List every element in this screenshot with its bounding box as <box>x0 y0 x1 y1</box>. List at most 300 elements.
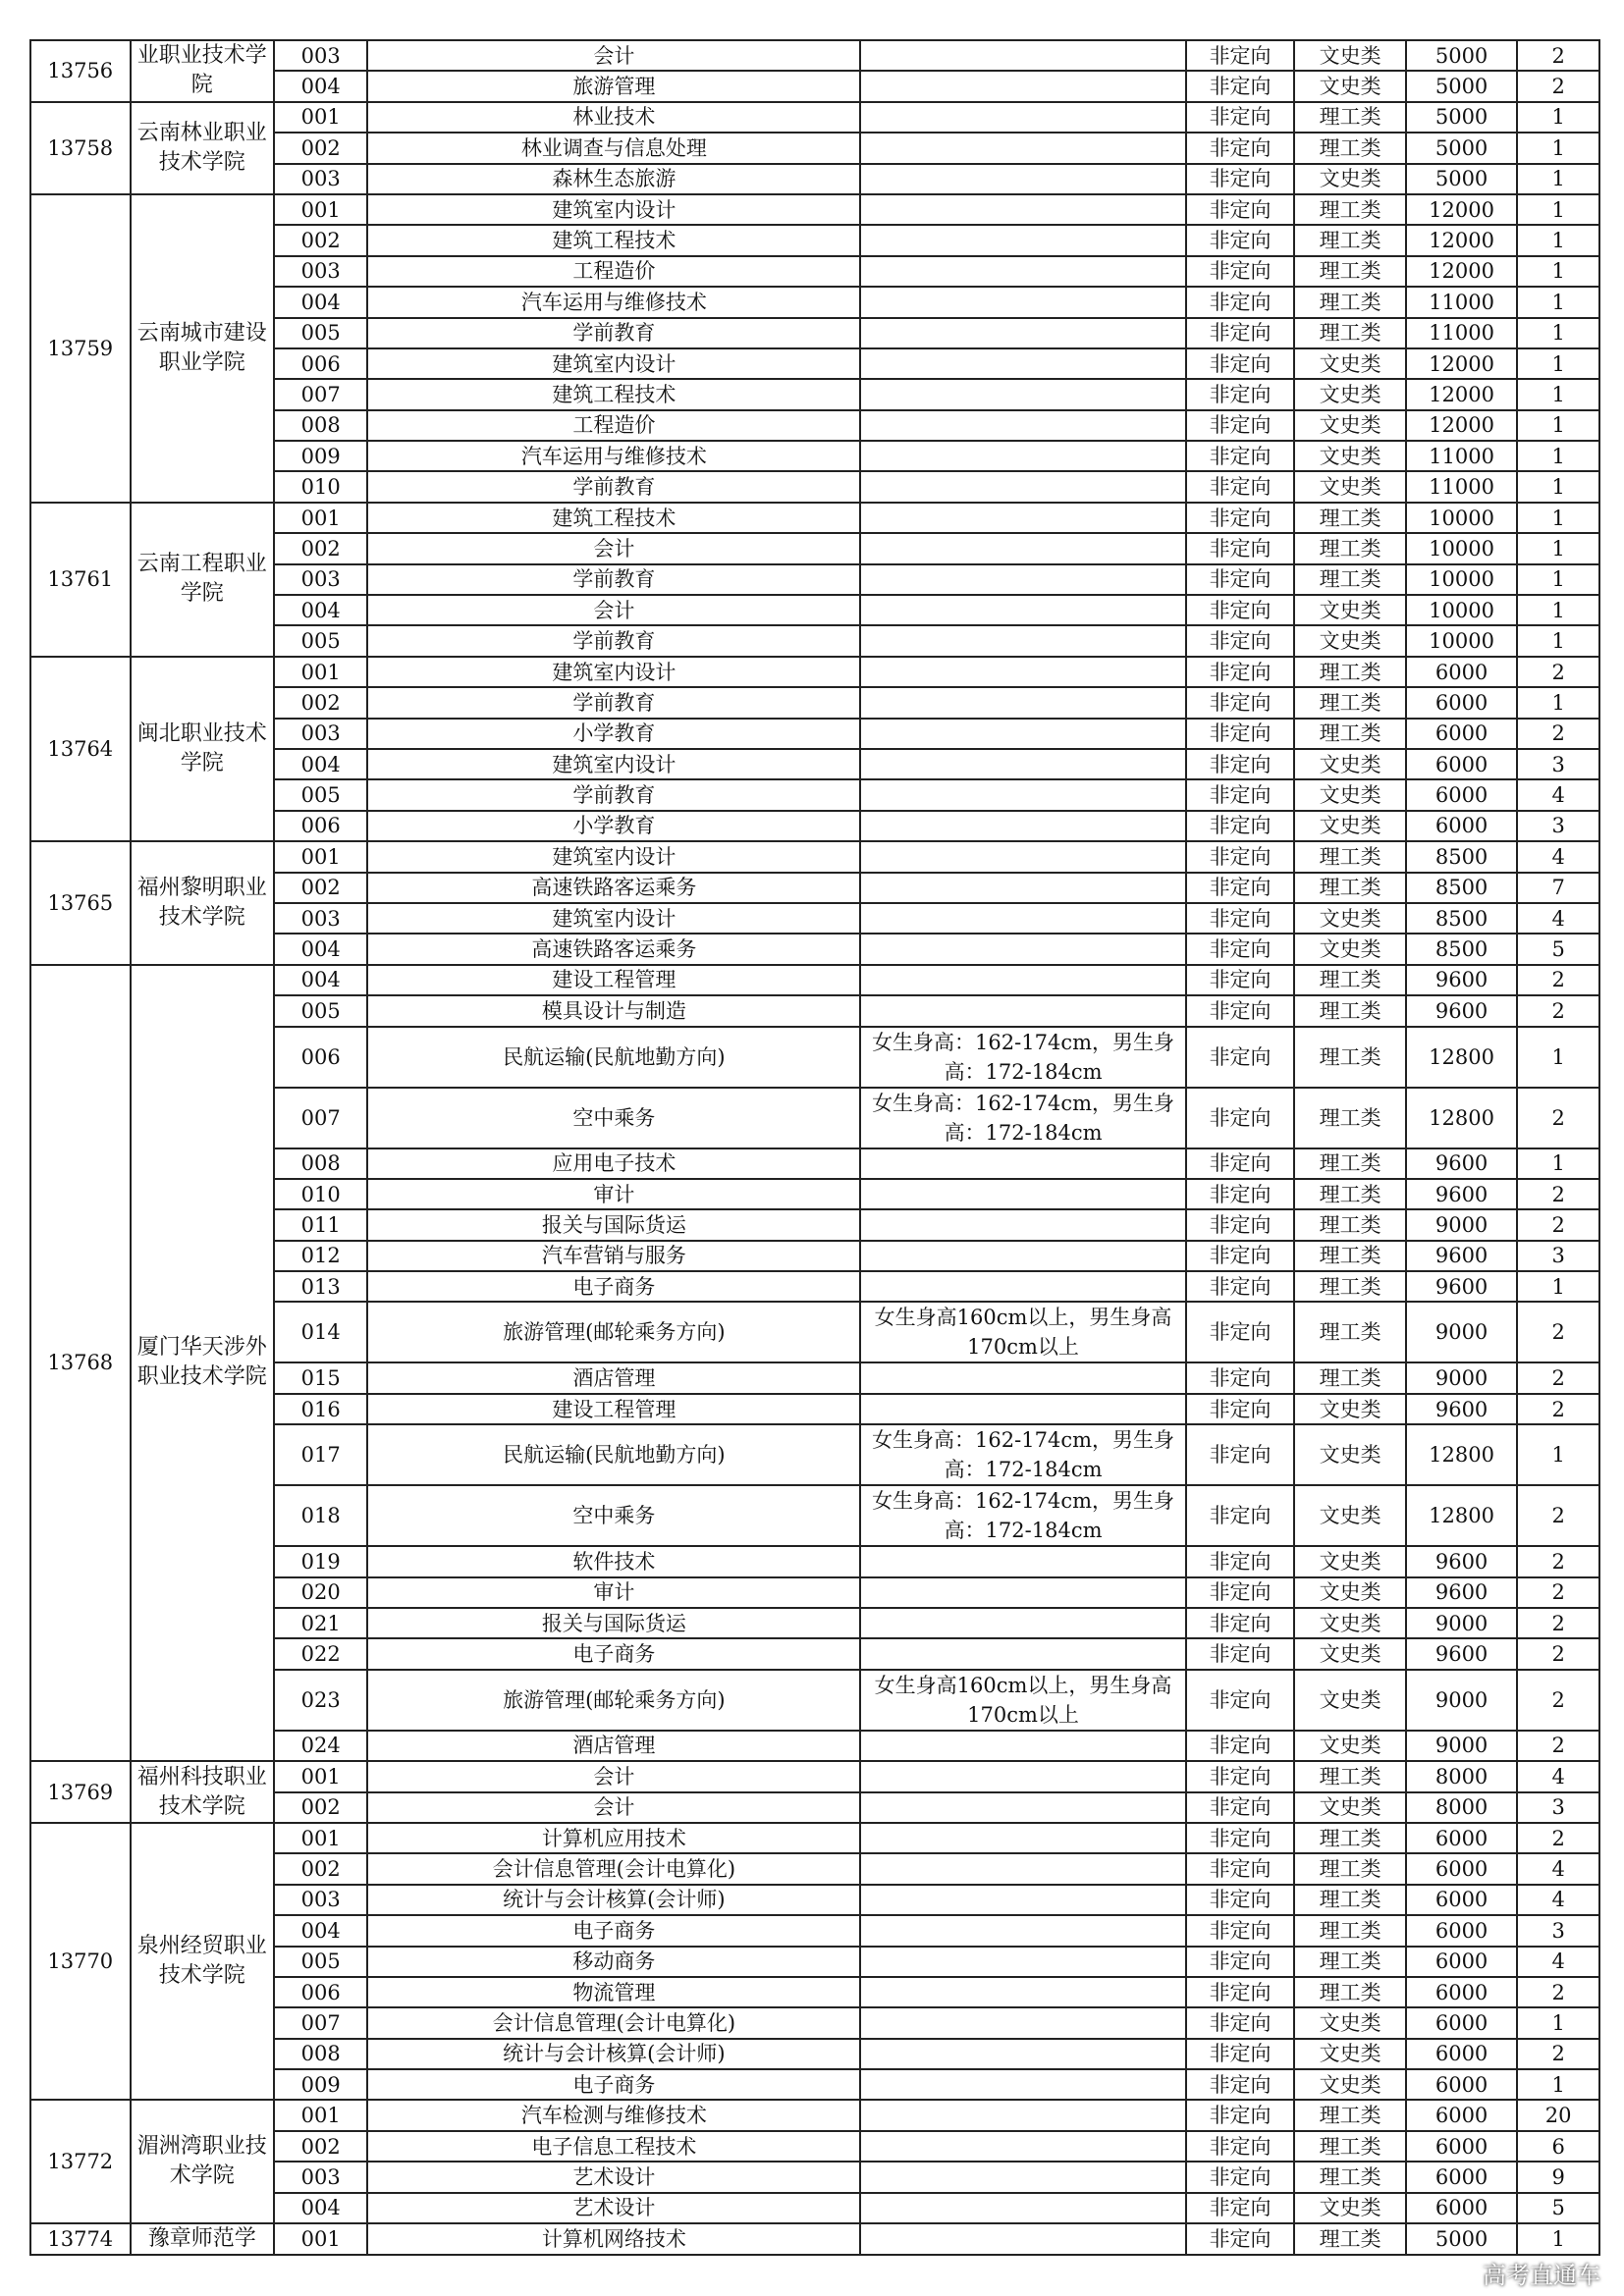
quota: 4 <box>1517 779 1599 810</box>
tuition: 10000 <box>1406 533 1518 563</box>
tuition: 12800 <box>1406 1485 1518 1546</box>
quota: 1 <box>1517 225 1599 255</box>
plan-type: 非定向 <box>1186 811 1295 841</box>
tuition: 6000 <box>1406 1853 1518 1884</box>
plan-type: 非定向 <box>1186 564 1295 595</box>
quota: 1 <box>1517 133 1599 163</box>
subject-category: 文史类 <box>1294 441 1406 471</box>
major-code: 004 <box>274 934 368 964</box>
major-name: 汽车检测与维修技术 <box>367 2100 860 2130</box>
school-name: 业职业技术学院 <box>131 40 274 102</box>
subject-category: 文史类 <box>1294 1731 1406 1761</box>
plan-type: 非定向 <box>1186 1915 1295 1946</box>
major-name: 旅游管理(邮轮乘务方向) <box>367 1670 860 1731</box>
major-name: 民航运输(民航地勤方向) <box>367 1027 860 1088</box>
plan-type: 非定向 <box>1186 471 1295 502</box>
subject-category: 理工类 <box>1294 1885 1406 1915</box>
quota: 1 <box>1517 595 1599 625</box>
subject-category: 文史类 <box>1294 1424 1406 1485</box>
subject-category: 理工类 <box>1294 841 1406 872</box>
quota: 6 <box>1517 2131 1599 2162</box>
major-name: 会计信息管理(会计电算化) <box>367 1853 860 1884</box>
plan-type: 非定向 <box>1186 873 1295 903</box>
tuition: 9600 <box>1406 1179 1518 1209</box>
remarks: 女生身高：162-174cm，男生身高：172-184cm <box>860 1485 1186 1546</box>
quota: 2 <box>1517 1362 1599 1393</box>
major-name: 电子商务 <box>367 1271 860 1302</box>
subject-category: 文史类 <box>1294 749 1406 779</box>
subject-category: 理工类 <box>1294 194 1406 225</box>
school-code: 13756 <box>30 40 131 102</box>
plan-type: 非定向 <box>1186 256 1295 287</box>
school-code: 13772 <box>30 2100 131 2223</box>
table-row <box>30 2100 1599 2130</box>
major-code: 022 <box>274 1638 368 1669</box>
remarks <box>860 225 1186 255</box>
school-code: 13761 <box>30 503 131 657</box>
table-row <box>30 1761 1599 1791</box>
subject-category: 理工类 <box>1294 1947 1406 1977</box>
plan-type: 非定向 <box>1186 287 1295 317</box>
major-name: 酒店管理 <box>367 1362 860 1393</box>
plan-type: 非定向 <box>1186 2162 1295 2192</box>
plan-type: 非定向 <box>1186 441 1295 471</box>
tuition: 5000 <box>1406 40 1518 71</box>
table-row <box>30 965 1599 995</box>
major-code: 009 <box>274 2069 368 2100</box>
tuition: 5000 <box>1406 133 1518 163</box>
plan-type: 非定向 <box>1186 71 1295 101</box>
remarks <box>860 2223 1186 2255</box>
quota: 1 <box>1517 256 1599 287</box>
tuition: 9600 <box>1406 1148 1518 1179</box>
subject-category: 理工类 <box>1294 1241 1406 1271</box>
subject-category: 理工类 <box>1294 965 1406 995</box>
subject-category: 理工类 <box>1294 1362 1406 1393</box>
major-name: 建筑室内设计 <box>367 841 860 872</box>
major-code: 017 <box>274 1424 368 1485</box>
remarks <box>860 1885 1186 1915</box>
major-code: 001 <box>274 841 368 872</box>
subject-category: 理工类 <box>1294 2100 1406 2130</box>
school-name: 福州黎明职业技术学院 <box>131 841 274 965</box>
plan-type: 非定向 <box>1186 2069 1295 2100</box>
major-code: 002 <box>274 225 368 255</box>
tuition: 12000 <box>1406 256 1518 287</box>
tuition: 6000 <box>1406 719 1518 749</box>
major-name: 模具设计与制造 <box>367 995 860 1026</box>
remarks <box>860 133 1186 163</box>
school-name: 泉州经贸职业技术学院 <box>131 1823 274 2101</box>
tuition: 8500 <box>1406 934 1518 964</box>
table-body <box>30 40 1599 2255</box>
tuition: 6000 <box>1406 749 1518 779</box>
quota: 1 <box>1517 1027 1599 1088</box>
remarks <box>860 625 1186 656</box>
major-name: 小学教育 <box>367 719 860 749</box>
plan-type: 非定向 <box>1186 1823 1295 1853</box>
major-name: 建筑室内设计 <box>367 348 860 379</box>
plan-type: 非定向 <box>1186 657 1295 687</box>
tuition: 9600 <box>1406 995 1518 1026</box>
tuition: 12800 <box>1406 1027 1518 1088</box>
major-code: 002 <box>274 873 368 903</box>
plan-type: 非定向 <box>1186 1179 1295 1209</box>
subject-category: 文史类 <box>1294 1577 1406 1608</box>
quota: 2 <box>1517 1546 1599 1576</box>
major-code: 003 <box>274 40 368 71</box>
school-name: 云南林业职业技术学院 <box>131 102 274 194</box>
tuition: 6000 <box>1406 2007 1518 2038</box>
tuition: 9000 <box>1406 1302 1518 1362</box>
remarks <box>860 1271 1186 1302</box>
remarks: 女生身高160cm以上，男生身高170cm以上 <box>860 1302 1186 1362</box>
tuition: 6000 <box>1406 2100 1518 2130</box>
major-code: 004 <box>274 71 368 101</box>
major-name: 汽车营销与服务 <box>367 1241 860 1271</box>
quota: 1 <box>1517 503 1599 533</box>
remarks <box>860 811 1186 841</box>
remarks: 女生身高：162-174cm，男生身高：172-184cm <box>860 1424 1186 1485</box>
quota: 4 <box>1517 903 1599 934</box>
quota: 1 <box>1517 318 1599 348</box>
subject-category: 理工类 <box>1294 873 1406 903</box>
quota: 1 <box>1517 2007 1599 2038</box>
school-code: 13768 <box>30 965 131 1761</box>
major-name: 酒店管理 <box>367 1731 860 1761</box>
tuition: 6000 <box>1406 2193 1518 2223</box>
subject-category: 理工类 <box>1294 287 1406 317</box>
remarks <box>860 1638 1186 1669</box>
remarks <box>860 657 1186 687</box>
subject-category: 文史类 <box>1294 1670 1406 1731</box>
quota: 2 <box>1517 1179 1599 1209</box>
major-code: 004 <box>274 1915 368 1946</box>
major-code: 001 <box>274 657 368 687</box>
major-code: 021 <box>274 1608 368 1638</box>
subject-category: 文史类 <box>1294 2039 1406 2069</box>
major-name: 汽车运用与维修技术 <box>367 287 860 317</box>
subject-category: 文史类 <box>1294 1394 1406 1424</box>
table-row <box>30 102 1599 133</box>
plan-type: 非定向 <box>1186 625 1295 656</box>
tuition: 11000 <box>1406 441 1518 471</box>
remarks <box>860 719 1186 749</box>
tuition: 8500 <box>1406 841 1518 872</box>
major-code: 003 <box>274 256 368 287</box>
remarks <box>860 1853 1186 1884</box>
major-code: 001 <box>274 1761 368 1791</box>
major-name: 审计 <box>367 1179 860 1209</box>
subject-category: 理工类 <box>1294 657 1406 687</box>
plan-type: 非定向 <box>1186 841 1295 872</box>
major-name: 林业调查与信息处理 <box>367 133 860 163</box>
tuition: 6000 <box>1406 2039 1518 2069</box>
subject-category: 文史类 <box>1294 595 1406 625</box>
major-name: 电子商务 <box>367 1915 860 1946</box>
subject-category: 理工类 <box>1294 533 1406 563</box>
major-name: 艺术设计 <box>367 2162 860 2192</box>
tuition: 12000 <box>1406 379 1518 409</box>
quota: 1 <box>1517 533 1599 563</box>
subject-category: 理工类 <box>1294 1179 1406 1209</box>
quota: 1 <box>1517 687 1599 718</box>
remarks <box>860 779 1186 810</box>
quota: 2 <box>1517 1088 1599 1148</box>
quota: 2 <box>1517 1209 1599 1240</box>
major-code: 002 <box>274 133 368 163</box>
tuition: 9000 <box>1406 1731 1518 1761</box>
quota: 1 <box>1517 287 1599 317</box>
quota: 3 <box>1517 811 1599 841</box>
major-code: 010 <box>274 1179 368 1209</box>
tuition: 12000 <box>1406 194 1518 225</box>
remarks <box>860 934 1186 964</box>
quota: 1 <box>1517 471 1599 502</box>
remarks <box>860 2162 1186 2192</box>
remarks <box>860 1823 1186 1853</box>
major-name: 建筑工程技术 <box>367 379 860 409</box>
major-code: 003 <box>274 2162 368 2192</box>
remarks: 女生身高160cm以上，男生身高170cm以上 <box>860 1670 1186 1731</box>
major-name: 建筑工程技术 <box>367 225 860 255</box>
major-name: 汽车运用与维修技术 <box>367 441 860 471</box>
tuition: 10000 <box>1406 625 1518 656</box>
remarks <box>860 873 1186 903</box>
plan-type: 非定向 <box>1186 1209 1295 1240</box>
subject-category: 文史类 <box>1294 2007 1406 2038</box>
subject-category: 理工类 <box>1294 503 1406 533</box>
major-code: 002 <box>274 2131 368 2162</box>
school-name: 湄洲湾职业技术学院 <box>131 2100 274 2223</box>
subject-category: 理工类 <box>1294 1148 1406 1179</box>
quota: 20 <box>1517 2100 1599 2130</box>
tuition: 6000 <box>1406 1885 1518 1915</box>
remarks <box>860 1209 1186 1240</box>
tuition: 9600 <box>1406 1638 1518 1669</box>
major-name: 建设工程管理 <box>367 1394 860 1424</box>
major-name: 软件技术 <box>367 1546 860 1576</box>
remarks <box>860 2069 1186 2100</box>
major-code: 002 <box>274 533 368 563</box>
quota: 1 <box>1517 2069 1599 2100</box>
major-name: 报关与国际货运 <box>367 1209 860 1240</box>
subject-category: 理工类 <box>1294 256 1406 287</box>
remarks <box>860 194 1186 225</box>
tuition: 5000 <box>1406 71 1518 101</box>
tuition: 6000 <box>1406 811 1518 841</box>
major-name: 空中乘务 <box>367 1088 860 1148</box>
tuition: 6000 <box>1406 687 1518 718</box>
tuition: 10000 <box>1406 595 1518 625</box>
school-name: 厦门华天涉外职业技术学院 <box>131 965 274 1761</box>
tuition: 10000 <box>1406 503 1518 533</box>
subject-category: 文史类 <box>1294 71 1406 101</box>
major-name: 学前教育 <box>367 564 860 595</box>
school-name: 云南城市建设职业学院 <box>131 194 274 503</box>
plan-type: 非定向 <box>1186 318 1295 348</box>
subject-category: 文史类 <box>1294 410 1406 441</box>
major-code: 008 <box>274 1148 368 1179</box>
plan-type: 非定向 <box>1186 934 1295 964</box>
major-code: 004 <box>274 287 368 317</box>
subject-category: 文史类 <box>1294 1485 1406 1546</box>
major-code: 013 <box>274 1271 368 1302</box>
tuition: 11000 <box>1406 318 1518 348</box>
school-name: 豫章师范学 <box>131 2223 274 2255</box>
tuition: 6000 <box>1406 1977 1518 2007</box>
tuition: 6000 <box>1406 2162 1518 2192</box>
tuition: 11000 <box>1406 471 1518 502</box>
major-code: 005 <box>274 625 368 656</box>
plan-type: 非定向 <box>1186 2039 1295 2069</box>
subject-category: 文史类 <box>1294 1608 1406 1638</box>
major-code: 012 <box>274 1241 368 1271</box>
quota: 4 <box>1517 1853 1599 1884</box>
plan-type: 非定向 <box>1186 1638 1295 1669</box>
plan-type: 非定向 <box>1186 1148 1295 1179</box>
school-name: 闽北职业技术学院 <box>131 657 274 841</box>
major-code: 007 <box>274 379 368 409</box>
major-code: 005 <box>274 1947 368 1977</box>
quota: 7 <box>1517 873 1599 903</box>
subject-category: 文史类 <box>1294 348 1406 379</box>
tuition: 9000 <box>1406 1362 1518 1393</box>
major-name: 林业技术 <box>367 102 860 133</box>
subject-category: 理工类 <box>1294 102 1406 133</box>
plan-type: 非定向 <box>1186 1485 1295 1546</box>
major-name: 会计 <box>367 1792 860 1823</box>
major-code: 007 <box>274 2007 368 2038</box>
quota: 1 <box>1517 1424 1599 1485</box>
tuition: 6000 <box>1406 2131 1518 2162</box>
major-code: 010 <box>274 471 368 502</box>
subject-category: 理工类 <box>1294 1977 1406 2007</box>
major-name: 审计 <box>367 1577 860 1608</box>
quota: 4 <box>1517 1947 1599 1977</box>
major-code: 001 <box>274 102 368 133</box>
major-name: 艺术设计 <box>367 2193 860 2223</box>
tuition: 9600 <box>1406 965 1518 995</box>
subject-category: 理工类 <box>1294 2223 1406 2255</box>
remarks <box>860 256 1186 287</box>
quota: 2 <box>1517 1608 1599 1638</box>
tuition: 5000 <box>1406 2223 1518 2255</box>
major-code: 002 <box>274 1792 368 1823</box>
major-name: 建设工程管理 <box>367 965 860 995</box>
major-code: 002 <box>274 687 368 718</box>
school-code: 13759 <box>30 194 131 503</box>
remarks <box>860 1546 1186 1576</box>
major-name: 统计与会计核算(会计师) <box>367 1885 860 1915</box>
tuition: 6000 <box>1406 1915 1518 1946</box>
major-code: 006 <box>274 348 368 379</box>
tuition: 12000 <box>1406 410 1518 441</box>
remarks <box>860 379 1186 409</box>
quota: 2 <box>1517 1977 1599 2007</box>
remarks: 女生身高：162-174cm，男生身高：172-184cm <box>860 1088 1186 1148</box>
school-code: 13764 <box>30 657 131 841</box>
subject-category: 文史类 <box>1294 1792 1406 1823</box>
quota: 1 <box>1517 1148 1599 1179</box>
major-name: 民航运输(民航地勤方向) <box>367 1424 860 1485</box>
remarks <box>860 348 1186 379</box>
major-code: 023 <box>274 1670 368 1731</box>
plan-type: 非定向 <box>1186 348 1295 379</box>
tuition: 9000 <box>1406 1209 1518 1240</box>
tuition: 6000 <box>1406 779 1518 810</box>
table-row <box>30 40 1599 71</box>
subject-category: 理工类 <box>1294 687 1406 718</box>
tuition: 11000 <box>1406 287 1518 317</box>
major-name: 移动商务 <box>367 1947 860 1977</box>
remarks <box>860 71 1186 101</box>
quota: 2 <box>1517 40 1599 71</box>
subject-category: 文史类 <box>1294 471 1406 502</box>
quota: 9 <box>1517 2162 1599 2192</box>
plan-type: 非定向 <box>1186 779 1295 810</box>
remarks <box>860 749 1186 779</box>
subject-category: 理工类 <box>1294 1271 1406 1302</box>
subject-category: 文史类 <box>1294 2193 1406 2223</box>
remarks <box>860 1362 1186 1393</box>
remarks <box>860 1608 1186 1638</box>
subject-category: 文史类 <box>1294 625 1406 656</box>
plan-type: 非定向 <box>1186 2100 1295 2130</box>
quota: 3 <box>1517 1241 1599 1271</box>
subject-category: 理工类 <box>1294 2131 1406 2162</box>
quota: 5 <box>1517 934 1599 964</box>
quota: 2 <box>1517 1823 1599 1853</box>
major-code: 020 <box>274 1577 368 1608</box>
major-name: 高速铁路客运乘务 <box>367 873 860 903</box>
tuition: 5000 <box>1406 102 1518 133</box>
major-name: 工程造价 <box>367 256 860 287</box>
tuition: 8000 <box>1406 1761 1518 1791</box>
major-code: 003 <box>274 719 368 749</box>
quota: 1 <box>1517 410 1599 441</box>
major-code: 004 <box>274 595 368 625</box>
major-name: 旅游管理(邮轮乘务方向) <box>367 1302 860 1362</box>
major-name: 计算机网络技术 <box>367 2223 860 2255</box>
major-code: 007 <box>274 1088 368 1148</box>
tuition: 12800 <box>1406 1088 1518 1148</box>
major-code: 011 <box>274 1209 368 1240</box>
quota: 2 <box>1517 2039 1599 2069</box>
school-code: 13769 <box>30 1761 131 1823</box>
quota: 1 <box>1517 379 1599 409</box>
plan-type: 非定向 <box>1186 133 1295 163</box>
subject-category: 文史类 <box>1294 779 1406 810</box>
plan-type: 非定向 <box>1186 379 1295 409</box>
major-code: 001 <box>274 2100 368 2130</box>
major-name: 应用电子技术 <box>367 1148 860 1179</box>
remarks <box>860 1577 1186 1608</box>
plan-type: 非定向 <box>1186 102 1295 133</box>
major-name: 电子信息工程技术 <box>367 2131 860 2162</box>
subject-category: 理工类 <box>1294 318 1406 348</box>
major-name: 建筑工程技术 <box>367 503 860 533</box>
subject-category: 理工类 <box>1294 1302 1406 1362</box>
major-code: 003 <box>274 164 368 194</box>
major-code: 008 <box>274 2039 368 2069</box>
tuition: 5000 <box>1406 164 1518 194</box>
tuition: 6000 <box>1406 657 1518 687</box>
school-code: 13770 <box>30 1823 131 2101</box>
plan-type: 非定向 <box>1186 2131 1295 2162</box>
subject-category: 理工类 <box>1294 1823 1406 1853</box>
quota: 2 <box>1517 719 1599 749</box>
